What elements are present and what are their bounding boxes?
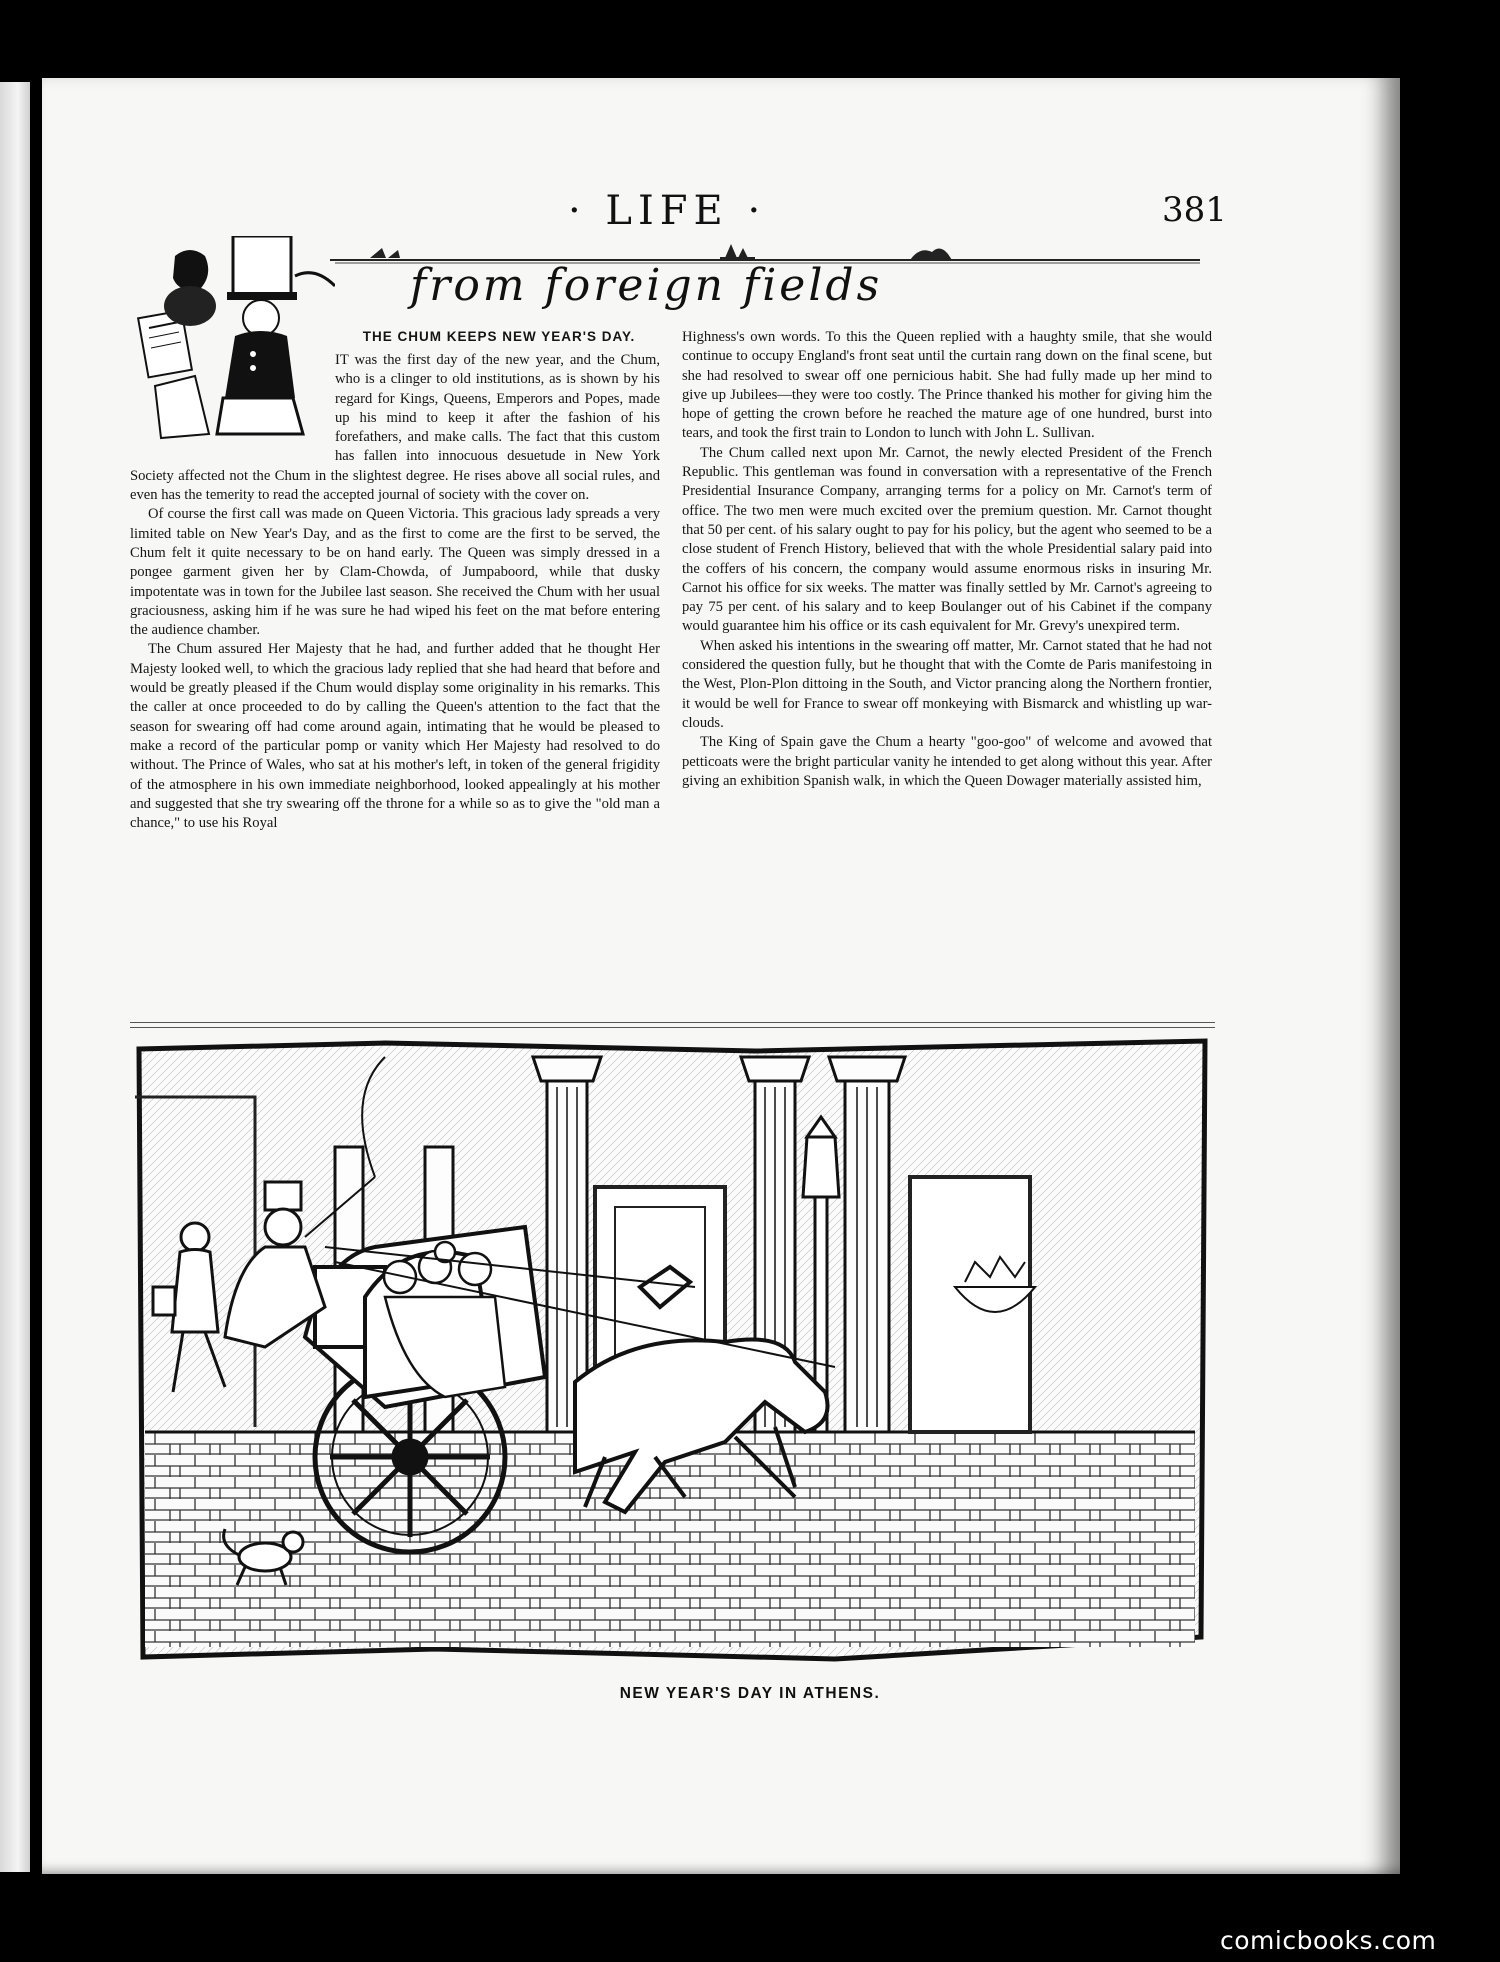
adjacent-page-edge bbox=[0, 82, 30, 1872]
article-paragraph: The Chum assured Her Majesty that he had, and further added that he thought Her Majesty looked well, to which the gracious lady replied that she had heard that before and would be greatly pleased if the Chum would display some originality in his remarks. This the caller at once proceeded to do by calling the Queen's attention to the fact that the season for swearing off had come around again, intimating that he would be pleased to make a record of the particular pomp or vanity which Her Majesty had resolved to do without. The Prince of Wales, who sat at his mother's left, in token of the general frigidity of the atmosphere in his own immediate neighborhood, looked appealingly at his mother and suggested that she try swearing off the throne for a while so as to give the "old man a chance," to use his Royal bbox=[130, 641, 660, 832]
cartoon-illustration bbox=[135, 1037, 1210, 1665]
watermark-text: comicbooks.com bbox=[1220, 1926, 1437, 1955]
article-column-left bbox=[130, 328, 660, 833]
ship-icon bbox=[720, 244, 755, 260]
page-number: 381 bbox=[1162, 190, 1227, 230]
article-paragraph: The King of Spain gave the Chum a hearty "goo-goo" of welcome and avowed that petticoats were the bright particular vanity he intended to get along without this year. After giving an exhibition Spanish walk, in which the Queen Dowager materially assisted him, bbox=[682, 734, 1212, 789]
article-paragraph: When asked his intentions in the swearing off matter, Mr. Carnot stated that he had not considered the question fully, but he thought that with the Comte de Paris manifestoing in the West, Plon-Plon dittoing in the South, and Victor prancing along the Northern frontier, it would be well for France to swear off monkeying with Bismarck and whistling up war-clouds. bbox=[682, 637, 1212, 731]
section-divider bbox=[130, 1022, 1215, 1028]
magazine-masthead: · LIFE · bbox=[568, 188, 767, 234]
article-paragraph: IT was the first day of the new year, and the Chum, who is a clinger to old institutions, as is shown by his regard for Kings, Queens, Emperors and Popes, made up his mind to keep it after the fashion of his forefathers, and make calls. The fact that this custom has fallen into innocuous desuetude in New York Society affected not the Chum in the slightest degree. He rises above all social rules, and even has the temerity to read the accepted journal of society with the cover on. bbox=[130, 352, 660, 504]
article-paragraph: The Chum called next upon Mr. Carnot, the newly elected President of the French Republic. This gentleman was found in conversation with a representative of the French Presidential Insurance Company, arranging terms for a policy on Mr. Carnot's term of office. The two men were much excited over the premium question. Mr. Carnot thought that 50 per cent. of his salary ought to pay for his policy, but the agent who seemed to be a close student of French History, believed that with the whole Presidential salary paid into the coffers of his concern, the company would assume enormous risks in insuring Mr. Carnot his office for six weeks. The matter was finally settled by Mr. Carnot's agreeing to pay 75 per cent. of his salary and to keep Boulanger out of his Cabinet if the company would guarantee him his office or its cash equivalent for Mr. Grevy's unexpired term. bbox=[682, 444, 1212, 635]
article-paragraph: Highness's own words. To this the Queen replied with a haughty smile, that she would continue to occupy England's front seat until the curtain rang down on the final scene, but she had resolved to swear off one pernicious habit. She had fully made up her mind to give up Jubilees—they were too costly. The Prince thanked his mother for giving him the hope of getting the crown before he reached the mature age of one hundred, burst into tears, and took the first train to London to lunch with John L. Sullivan. bbox=[682, 329, 1212, 442]
illustration-caption: NEW YEAR'S DAY IN ATHENS. bbox=[619, 1685, 881, 1702]
article-paragraph: Of course the first call was made on Queen Victoria. This gracious lady spreads a very limited table on New Year's Day, and as the first to come are the first to be served, the Chum felt it quite necessary to be on hand early. The Queen was simply dressed in a pongee garment given her by Clam-Chowda, of Jumpaboord, while that dusky impotentate was in town for the Jubilee last season. She received the Chum with her usual graciousness, asking him if he was sure he had wiped his feet on the mat before entering the audience chamber. bbox=[130, 506, 660, 639]
article-title: THE CHUM KEEPS NEW YEAR'S DAY. bbox=[362, 329, 636, 344]
ship-icon bbox=[370, 248, 400, 258]
rocks-icon bbox=[910, 248, 952, 260]
article-column-right bbox=[682, 328, 1212, 791]
section-title: from foreign fields bbox=[410, 260, 883, 311]
